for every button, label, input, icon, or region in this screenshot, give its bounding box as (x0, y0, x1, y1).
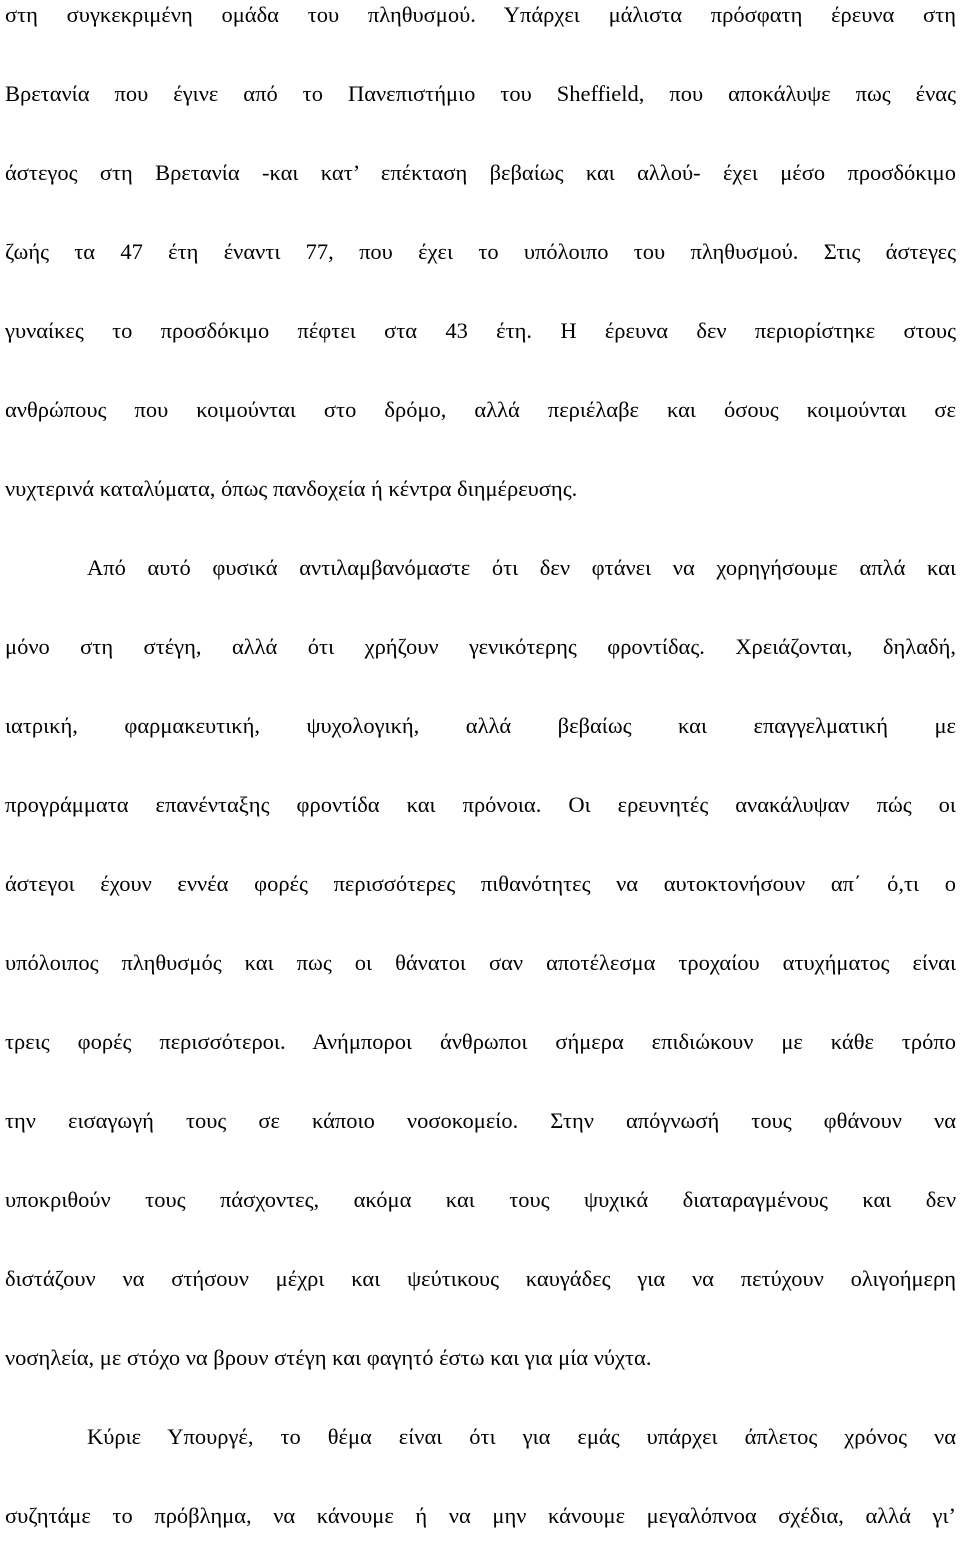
text-line: υποκριθούν τους πάσχοντες, ακόμα και τους ψυχικά διαταραγμένους και δεν (5, 1187, 956, 1212)
text-line: ζωής τα 47 έτη έναντι 77, που έχει το υπόλοιπο του πληθυσμού. Στις άστεγες (5, 239, 956, 264)
text-line: συζητάμε το πρόβλημα, να κάνουμε ή να μην κάνουμε μεγαλόπνοα σχέδια, αλλά γι’ (5, 1503, 956, 1528)
text-line: διστάζουν να στήσουν μέχρι και ψεύτικους καυγάδες για να πετύχουν ολιγοήμερη (5, 1266, 956, 1291)
text-line: την εισαγωγή τους σε κάποιο νοσοκομείο. Στην απόγνωσή τους φθάνουν να (5, 1108, 956, 1133)
text-line: τρεις φορές περισσότεροι. Ανήμποροι άνθρωποι σήμερα επιδιώκουν με κάθε τρόπο (5, 1029, 956, 1054)
text-line: στη συγκεκριμένη ομάδα του πληθυσμού. Υπάρχει μάλιστα πρόσφατη έρευνα στη (5, 2, 956, 27)
text-line: ιατρική, φαρμακευτική, ψυχολογική, αλλά βεβαίως και επαγγελματική με (5, 713, 956, 738)
text-line: άστεγοι έχουν εννέα φορές περισσότερες πιθανότητες να αυτοκτονήσουν απ΄ ό,τι ο (5, 871, 956, 896)
document-page (5, 0, 956, 1555)
text-line: Βρετανία που έγινε από το Πανεπιστήμιο του Sheffield, που αποκάλυψε πως ένας (5, 81, 956, 106)
text-line: γυναίκες το προσδόκιμο πέφτει στα 43 έτη. Η έρευνα δεν περιορίστηκε στους (5, 318, 956, 343)
text-line: άστεγος στη Βρετανία -και κατ’ επέκταση βεβαίως και αλλού- έχει μέσο προσδόκιμο (5, 160, 956, 185)
paragraph-start-line: Κύριε Υπουργέ, το θέμα είναι ότι για εμάς υπάρχει άπλετος χρόνος να (87, 1424, 956, 1449)
text-line: νυχτερινά καταλύματα, όπως πανδοχεία ή κέντρα διημέρευσης. (5, 476, 578, 501)
text-line: υπόλοιπος πληθυσμός και πως οι θάνατοι σαν αποτέλεσμα τροχαίου ατυχήματος είναι (5, 950, 956, 975)
paragraph-start-line: Από αυτό φυσικά αντιλαμβανόμαστε ότι δεν φτάνει να χορηγήσουμε απλά και (87, 555, 956, 580)
text-line: ανθρώπους που κοιμούνται στο δρόμο, αλλά περιέλαβε και όσους κοιμούνται σε (5, 397, 956, 422)
text-line: μόνο στη στέγη, αλλά ότι χρήζουν γενικότερης φροντίδας. Χρειάζονται, δηλαδή, (5, 634, 956, 659)
text-line: νοσηλεία, με στόχο να βρουν στέγη και φαγητό έστω και για μία νύχτα. (5, 1345, 652, 1370)
text-line: προγράμματα επανένταξης φροντίδα και πρόνοια. Οι ερευνητές ανακάλυψαν πώς οι (5, 792, 956, 817)
